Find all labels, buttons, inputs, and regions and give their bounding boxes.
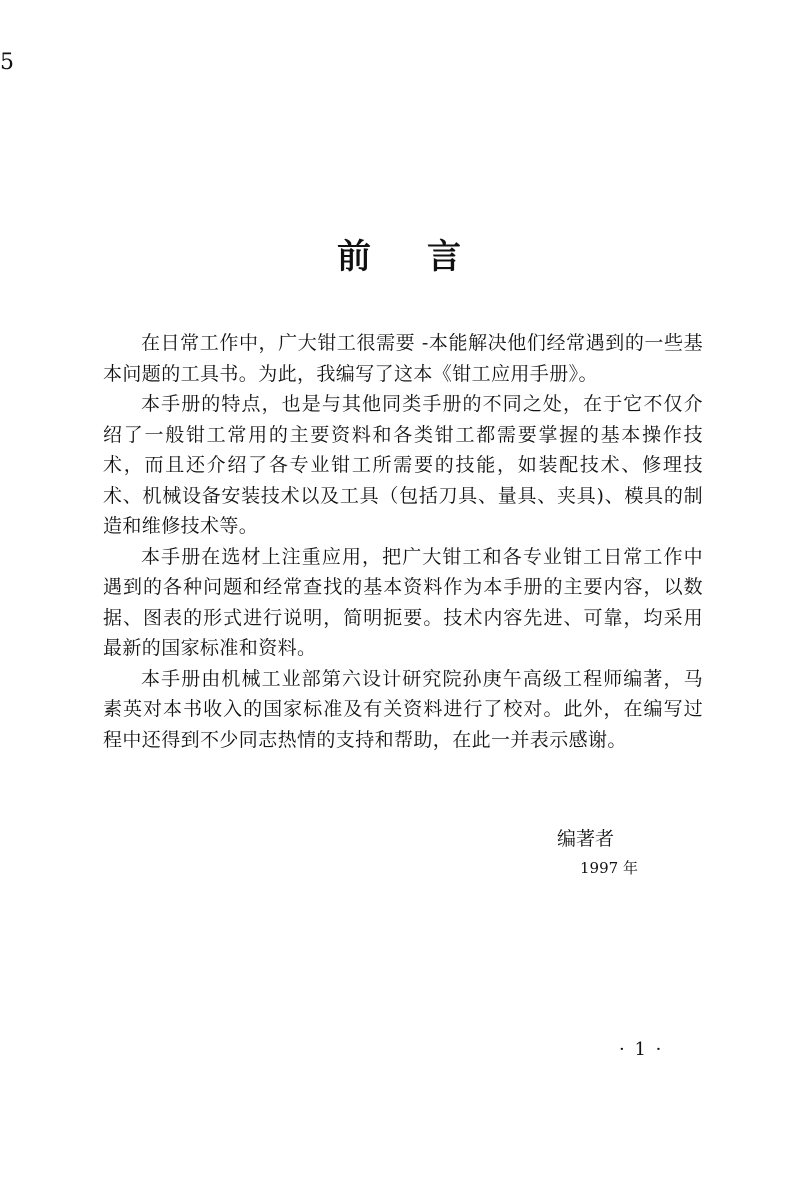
author-signature: 编著者 bbox=[557, 828, 615, 850]
paragraph: 本手册由机械工业部第六设计研究院孙庚午高级工程师编著，马素英对本书收入的国家标准及有关资料进行了校对。此外，在编写过程中还得到不少同志热情的支持和帮助，在此一并表示感谢。 bbox=[103, 667, 703, 751]
paragraph: 本手册在选材上注重应用，把广大钳工和各专业钳工日常工作中遇到的各种问题和经常查找的基本资料作为本手册的主要内容，以数据、图表的形式进行说明，简明扼要。技术内容先进、可靠，均采用最新的国家标准和资料。 bbox=[103, 545, 703, 659]
edge-mark: 5 bbox=[0, 50, 14, 75]
paragraph: 本手册的特点，也是与其他同类手册的不同之处，在于它不仅介绍了一般钳工常用的主要资料和各类钳工都需要掌握的基本操作技术，而且还介绍了各专业钳工所需要的技能，如装配技术、修理技术、机械设备安装技术以及工具（包括刀具、量具、夹具)、模具的制造和维修技术等。 bbox=[103, 393, 703, 537]
paragraph: 在日常工作中，广大钳工很需要 -本能解决他们经常遇到的一些基本问题的工具书。为此，我编写了这本《钳工应用手册》。 bbox=[103, 332, 703, 385]
page-title: 前言 bbox=[337, 237, 517, 277]
preface-date: 1997 年 bbox=[580, 859, 638, 877]
page-number: · 1 · bbox=[619, 1039, 664, 1060]
preface-body bbox=[103, 328, 703, 755]
